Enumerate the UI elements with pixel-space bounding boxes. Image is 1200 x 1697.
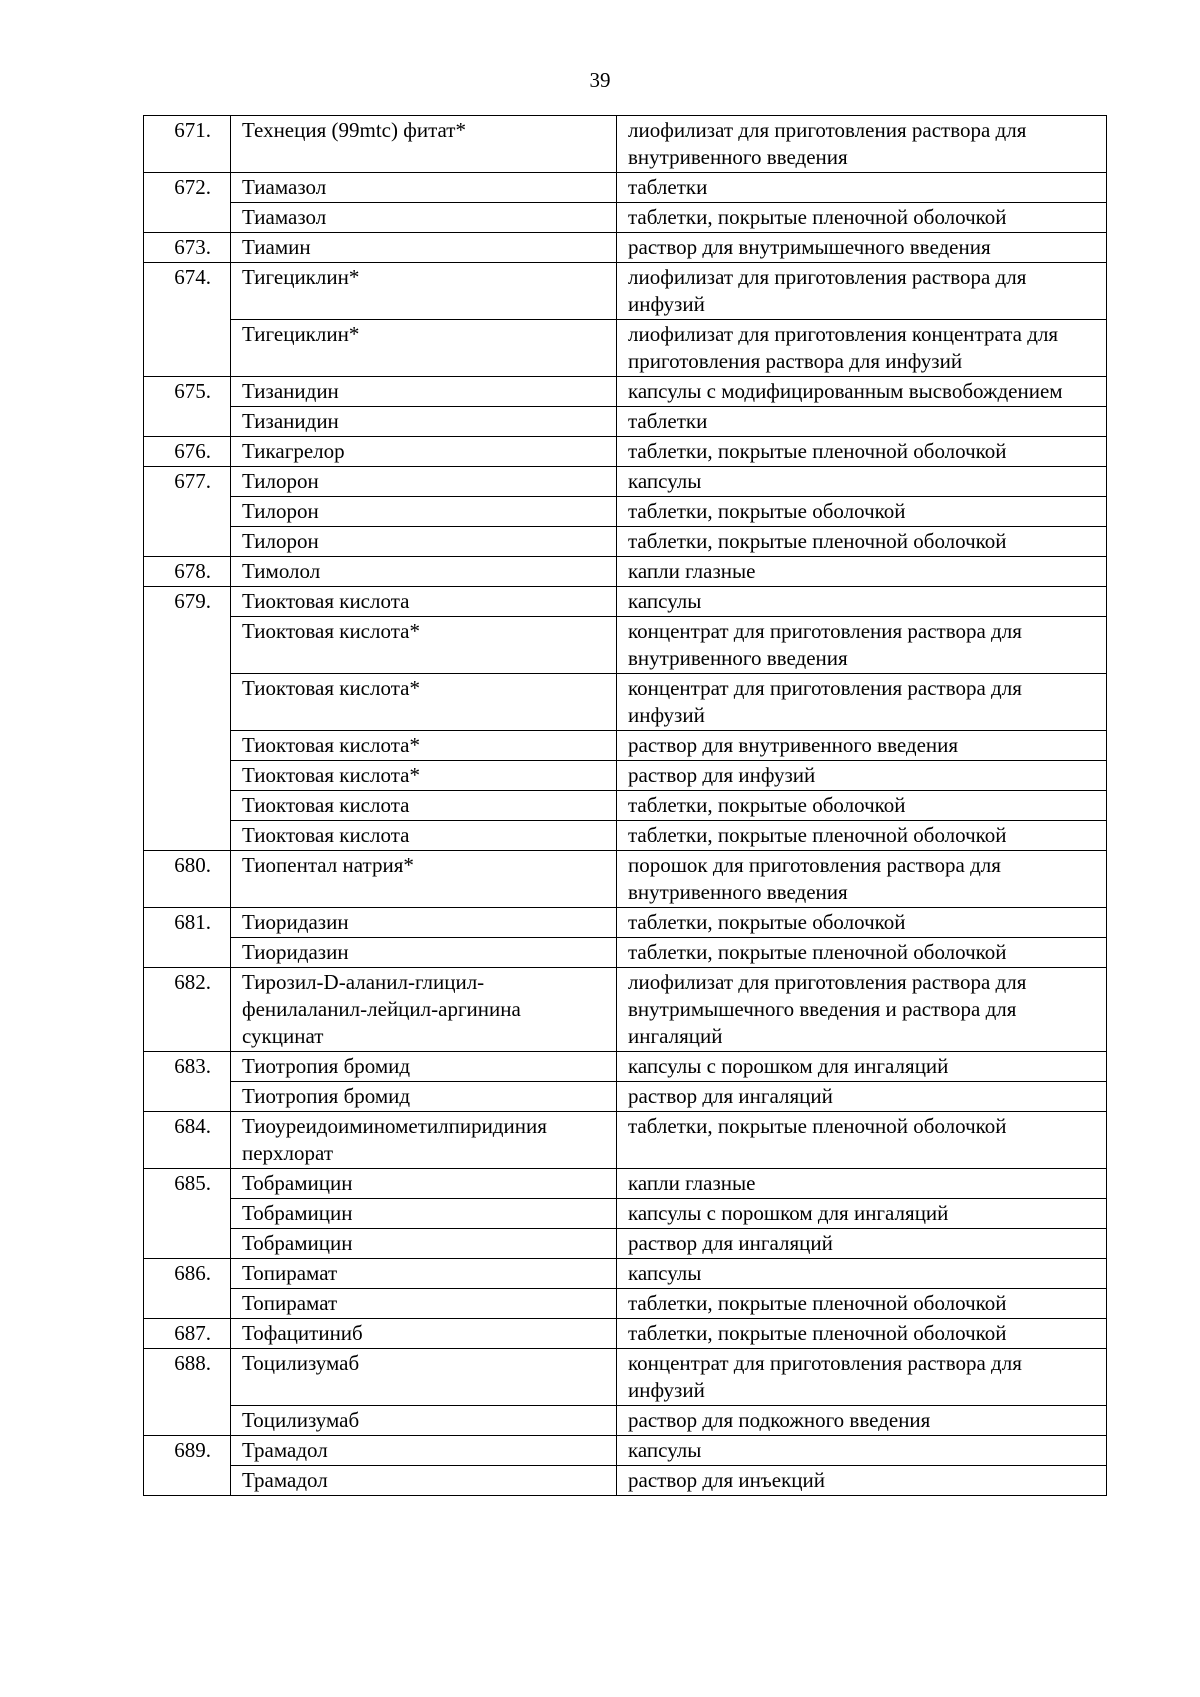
dosage-form: лиофилизат для приготовления концентрата для приготовления раствора для инфузий bbox=[617, 320, 1107, 377]
table-row bbox=[144, 527, 1107, 557]
drug-name: Тиотропия бромид bbox=[231, 1052, 617, 1082]
drug-name: Тигециклин* bbox=[231, 263, 617, 320]
table-row bbox=[144, 437, 1107, 467]
drug-name: Тилорон bbox=[231, 527, 617, 557]
dosage-form: таблетки, покрытые оболочкой bbox=[617, 908, 1107, 938]
dosage-form: таблетки, покрытые пленочной оболочкой bbox=[617, 203, 1107, 233]
item-number: 675. bbox=[144, 377, 231, 437]
dosage-form: таблетки, покрытые пленочной оболочкой bbox=[617, 938, 1107, 968]
drug-name: Тоцилизумаб bbox=[231, 1349, 617, 1406]
table-row bbox=[144, 791, 1107, 821]
table-row bbox=[144, 731, 1107, 761]
drug-name: Тиамин bbox=[231, 233, 617, 263]
drug-name: Тиоктовая кислота bbox=[231, 791, 617, 821]
table-row bbox=[144, 1229, 1107, 1259]
table-row bbox=[144, 1259, 1107, 1289]
item-number: 672. bbox=[144, 173, 231, 233]
table-row bbox=[144, 320, 1107, 377]
drug-name: Топирамат bbox=[231, 1259, 617, 1289]
drug-name: Тилорон bbox=[231, 467, 617, 497]
dosage-form: капсулы с порошком для ингаляций bbox=[617, 1199, 1107, 1229]
drug-name: Тиоктовая кислота bbox=[231, 821, 617, 851]
dosage-form: таблетки, покрытые оболочкой bbox=[617, 791, 1107, 821]
table-row bbox=[144, 908, 1107, 938]
table-row bbox=[144, 1466, 1107, 1496]
dosage-form: таблетки, покрытые пленочной оболочкой bbox=[617, 1112, 1107, 1169]
table-row bbox=[144, 1289, 1107, 1319]
item-number: 682. bbox=[144, 968, 231, 1052]
drug-name: Тиоктовая кислота* bbox=[231, 731, 617, 761]
table-row bbox=[144, 173, 1107, 203]
table-row bbox=[144, 1436, 1107, 1466]
table-row bbox=[144, 1112, 1107, 1169]
drug-name: Тиопентал натрия* bbox=[231, 851, 617, 908]
drug-name: Тимолол bbox=[231, 557, 617, 587]
dosage-form: концентрат для приготовления раствора для внутривенного введения bbox=[617, 617, 1107, 674]
item-number: 680. bbox=[144, 851, 231, 908]
table-row bbox=[144, 263, 1107, 320]
table-row bbox=[144, 1406, 1107, 1436]
drug-name: Тиоктовая кислота* bbox=[231, 617, 617, 674]
table-row bbox=[144, 407, 1107, 437]
dosage-form: лиофилизат для приготовления раствора для внутримышечного введения и раствора для ингаляций bbox=[617, 968, 1107, 1052]
dosage-form: лиофилизат для приготовления раствора для внутривенного введения bbox=[617, 116, 1107, 173]
dosage-form: капсулы с модифицированным высвобождением bbox=[617, 377, 1107, 407]
drug-name: Тофацитиниб bbox=[231, 1319, 617, 1349]
drug-name: Тиамазол bbox=[231, 173, 617, 203]
drug-name: Тиоктовая кислота* bbox=[231, 761, 617, 791]
item-number: 687. bbox=[144, 1319, 231, 1349]
table-row bbox=[144, 674, 1107, 731]
table-row bbox=[144, 233, 1107, 263]
dosage-form: раствор для инфузий bbox=[617, 761, 1107, 791]
drug-table-body bbox=[144, 116, 1107, 1496]
drug-name: Тикагрелор bbox=[231, 437, 617, 467]
dosage-form: таблетки bbox=[617, 407, 1107, 437]
table-row bbox=[144, 467, 1107, 497]
item-number: 676. bbox=[144, 437, 231, 467]
drug-name: Тизанидин bbox=[231, 377, 617, 407]
dosage-form: капли глазные bbox=[617, 557, 1107, 587]
table-row bbox=[144, 587, 1107, 617]
dosage-form: таблетки bbox=[617, 173, 1107, 203]
drug-name: Трамадол bbox=[231, 1436, 617, 1466]
dosage-form: лиофилизат для приготовления раствора для инфузий bbox=[617, 263, 1107, 320]
drug-name: Технеция (99mtc) фитат* bbox=[231, 116, 617, 173]
drug-name: Тобрамицин bbox=[231, 1229, 617, 1259]
drug-name: Тобрамицин bbox=[231, 1169, 617, 1199]
dosage-form: раствор для ингаляций bbox=[617, 1082, 1107, 1112]
dosage-form: концентрат для приготовления раствора для инфузий bbox=[617, 1349, 1107, 1406]
dosage-form: таблетки, покрытые пленочной оболочкой bbox=[617, 437, 1107, 467]
item-number: 671. bbox=[144, 116, 231, 173]
table-row bbox=[144, 851, 1107, 908]
page-number: 39 bbox=[589, 68, 611, 92]
table-row bbox=[144, 821, 1107, 851]
item-number: 683. bbox=[144, 1052, 231, 1112]
table-row bbox=[144, 1319, 1107, 1349]
drug-name: Тигециклин* bbox=[231, 320, 617, 377]
drug-name: Тиоуреидоиминометилпиридиния перхлорат bbox=[231, 1112, 617, 1169]
dosage-form: раствор для ингаляций bbox=[617, 1229, 1107, 1259]
table-row bbox=[144, 1349, 1107, 1406]
table-row bbox=[144, 617, 1107, 674]
dosage-form: таблетки, покрытые пленочной оболочкой bbox=[617, 527, 1107, 557]
item-number: 674. bbox=[144, 263, 231, 377]
drug-name: Тиоктовая кислота* bbox=[231, 674, 617, 731]
table-row bbox=[144, 203, 1107, 233]
drug-name: Тобрамицин bbox=[231, 1199, 617, 1229]
item-number: 679. bbox=[144, 587, 231, 851]
table-row bbox=[144, 968, 1107, 1052]
drug-name: Топирамат bbox=[231, 1289, 617, 1319]
table-row bbox=[144, 116, 1107, 173]
drug-name: Тиоктовая кислота bbox=[231, 587, 617, 617]
dosage-form: раствор для внутримышечного введения bbox=[617, 233, 1107, 263]
item-number: 688. bbox=[144, 1349, 231, 1436]
dosage-form: раствор для инъекций bbox=[617, 1466, 1107, 1496]
drug-name: Тиоридазин bbox=[231, 908, 617, 938]
dosage-form: концентрат для приготовления раствора для инфузий bbox=[617, 674, 1107, 731]
table-row bbox=[144, 557, 1107, 587]
item-number: 678. bbox=[144, 557, 231, 587]
table-row bbox=[144, 377, 1107, 407]
drug-name: Тилорон bbox=[231, 497, 617, 527]
item-number: 686. bbox=[144, 1259, 231, 1319]
dosage-form: раствор для подкожного введения bbox=[617, 1406, 1107, 1436]
item-number: 673. bbox=[144, 233, 231, 263]
table-row bbox=[144, 1199, 1107, 1229]
dosage-form: порошок для приготовления раствора для внутривенного введения bbox=[617, 851, 1107, 908]
drug-name: Тизанидин bbox=[231, 407, 617, 437]
item-number: 689. bbox=[144, 1436, 231, 1496]
dosage-form: капсулы bbox=[617, 1259, 1107, 1289]
dosage-form: капсулы bbox=[617, 587, 1107, 617]
dosage-form: капсулы с порошком для ингаляций bbox=[617, 1052, 1107, 1082]
table-row bbox=[144, 497, 1107, 527]
dosage-form: таблетки, покрытые пленочной оболочкой bbox=[617, 1319, 1107, 1349]
dosage-form: таблетки, покрытые пленочной оболочкой bbox=[617, 821, 1107, 851]
dosage-form: раствор для внутривенного введения bbox=[617, 731, 1107, 761]
drug-name: Тиамазол bbox=[231, 203, 617, 233]
dosage-form: таблетки, покрытые оболочкой bbox=[617, 497, 1107, 527]
item-number: 685. bbox=[144, 1169, 231, 1259]
item-number: 681. bbox=[144, 908, 231, 968]
item-number: 677. bbox=[144, 467, 231, 557]
drug-table bbox=[143, 115, 1107, 1496]
table-row bbox=[144, 1169, 1107, 1199]
table-row bbox=[144, 1082, 1107, 1112]
item-number: 684. bbox=[144, 1112, 231, 1169]
drug-name: Трамадол bbox=[231, 1466, 617, 1496]
drug-name: Тирозил-D-аланил-глицил-фенилаланил-лейцил-аргинина сукцинат bbox=[231, 968, 617, 1052]
dosage-form: капсулы bbox=[617, 467, 1107, 497]
table-row bbox=[144, 938, 1107, 968]
table-row bbox=[144, 1052, 1107, 1082]
table-row bbox=[144, 761, 1107, 791]
drug-name: Тиоридазин bbox=[231, 938, 617, 968]
drug-name: Тоцилизумаб bbox=[231, 1406, 617, 1436]
dosage-form: капсулы bbox=[617, 1436, 1107, 1466]
dosage-form: капли глазные bbox=[617, 1169, 1107, 1199]
drug-name: Тиотропия бромид bbox=[231, 1082, 617, 1112]
dosage-form: таблетки, покрытые пленочной оболочкой bbox=[617, 1289, 1107, 1319]
